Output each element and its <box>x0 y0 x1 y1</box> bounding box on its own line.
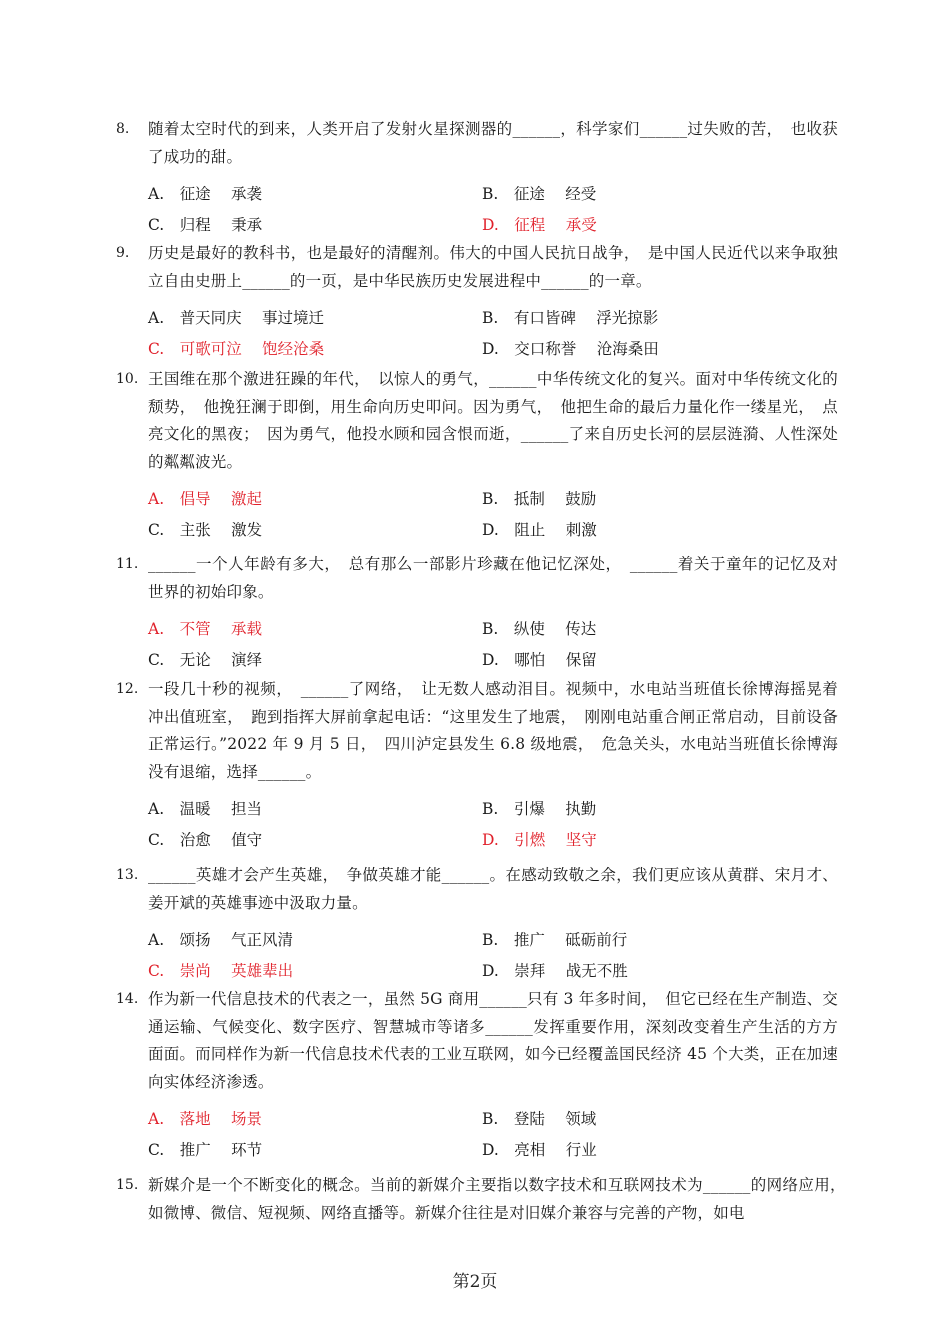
option-d: D. 哪怕 保留 <box>482 650 597 669</box>
options <box>148 482 838 544</box>
options <box>148 612 838 674</box>
option-d: D. 崇拜 战无不胜 <box>482 961 628 980</box>
question-stem: 一段几十秒的视频， ______了网络， 让无数人感动泪目。视频中，水电站当班值长徐博海摇晃着冲出值班室， 跑到指挥大屏前拿起电话：“这里发生了地震， 刚刚电站重合闸正常启动，目前设备正常运行。”2022 年 9 月 5 日， 四川泸定县发生 6.8 级地震， 危急关头，水电站当班值长徐博海没有退缩，选择______。 <box>148 680 838 781</box>
question-13 <box>116 862 838 985</box>
question-9 <box>116 240 838 363</box>
options <box>148 923 838 985</box>
question-stem: ______英雄才会产生英雄， 争做英雄才能______。在感动致敬之余，我们更应该从黄群、宋月才、姜开斌的英雄事迹中汲取力量。 <box>148 866 838 912</box>
question-number: 15. <box>116 1177 139 1193</box>
question-number: 10. <box>116 371 139 387</box>
option-a: A. 倡导 激起 <box>148 489 263 508</box>
option-d: D. 亮相 行业 <box>482 1140 597 1159</box>
option-c: C. 无论 演绎 <box>148 650 263 669</box>
options <box>148 177 838 239</box>
option-d: D. 阻止 刺激 <box>482 520 597 539</box>
options <box>148 301 838 363</box>
question-number: 12. <box>116 681 139 697</box>
options <box>148 792 838 854</box>
option-b: B. 有口皆碑 浮光掠影 <box>482 308 659 327</box>
option-a: A. 不管 承载 <box>148 619 263 638</box>
option-d: D. 交口称誉 沧海桑田 <box>482 339 659 358</box>
question-number: 9. <box>116 245 130 261</box>
option-c: C. 推广 环节 <box>148 1140 263 1159</box>
option-b: B. 推广 砥砺前行 <box>482 930 628 949</box>
question-14 <box>116 986 838 1164</box>
option-c: C. 归程 秉承 <box>148 215 263 234</box>
question-11 <box>116 551 838 674</box>
question-number: 13. <box>116 867 139 883</box>
question-number: 8. <box>116 121 130 137</box>
option-a: A. 落地 场景 <box>148 1109 263 1128</box>
option-b: B. 征途 经受 <box>482 184 597 203</box>
question-15 <box>116 1172 854 1227</box>
option-a: A. 颂扬 气正风清 <box>148 930 294 949</box>
question-stem: 作为新一代信息技术的代表之一，虽然 5G 商用______只有 3 年多时间， 但它已经在生产制造、交通运输、气候变化、数字医疗、智慧城市等诸多______发挥重要作用，深刻改变着生产生活的方方面面。而同样作为新一代信息技术代表的工业互联网，如今已经覆盖国民经济 45 个大类，正在加速向实体经济渗透。 <box>148 990 838 1091</box>
question-12 <box>116 676 838 854</box>
options <box>148 1102 838 1164</box>
question-stem: ______一个人年龄有多大， 总有那么一部影片珍藏在他记忆深处， ______着关于童年的记忆及对世界的初始印象。 <box>148 555 838 601</box>
option-c: C. 主张 激发 <box>148 520 263 539</box>
option-a: A. 征途 承袭 <box>148 184 263 203</box>
option-b: B. 抵制 鼓励 <box>482 489 597 508</box>
question-stem: 历史是最好的教科书，也是最好的清醒剂。伟大的中国人民抗日战争， 是中国人民近代以来争取独立自由史册上______的一页，是中华民族历史发展进程中______的一章。 <box>148 244 838 290</box>
question-number: 14. <box>116 991 139 1007</box>
option-b: B. 纵使 传达 <box>482 619 597 638</box>
option-c: C. 治愈 值守 <box>148 830 263 849</box>
option-a: A. 普天同庆 事过境迁 <box>148 308 325 327</box>
option-b: B. 引爆 执勤 <box>482 799 597 818</box>
question-stem: 王国维在那个激进狂躁的年代， 以惊人的勇气，______中华传统文化的复兴。面对中华传统文化的颓势， 他挽狂澜于即倒，用生命向历史叩问。因为勇气， 他把生命的最后力量化作一缕星光， 点亮文化的黑夜； 因为勇气，他投水顾和园含恨而逝，______了来自历史长河的层层涟漪、人性深处的粼粼波光。 <box>148 370 838 471</box>
question-8 <box>116 116 838 239</box>
option-d: D. 征程 承受 <box>482 215 597 234</box>
question-stem: 新媒介是一个不断变化的概念。当前的新媒介主要指以数字技术和互联网技术为______的网络应用， 如微博、微信、短视频、网络直播等。新媒介往往是对旧媒介兼容与完善的产物，如电 <box>148 1176 854 1222</box>
question-10 <box>116 366 838 544</box>
option-c: C. 可歌可泣 饱经沧桑 <box>148 339 325 358</box>
option-b: B. 登陆 领域 <box>482 1109 597 1128</box>
question-number: 11. <box>116 556 139 572</box>
option-c: C. 崇尚 英雄辈出 <box>148 961 294 980</box>
page-number: 第2页 <box>452 1272 498 1292</box>
question-stem: 随着太空时代的到来，人类开启了发射火星探测器的______，科学家们______过失败的苦， 也收获了成功的甜。 <box>148 120 838 166</box>
option-a: A. 温暖 担当 <box>148 799 263 818</box>
option-d: D. 引燃 坚守 <box>482 830 597 849</box>
